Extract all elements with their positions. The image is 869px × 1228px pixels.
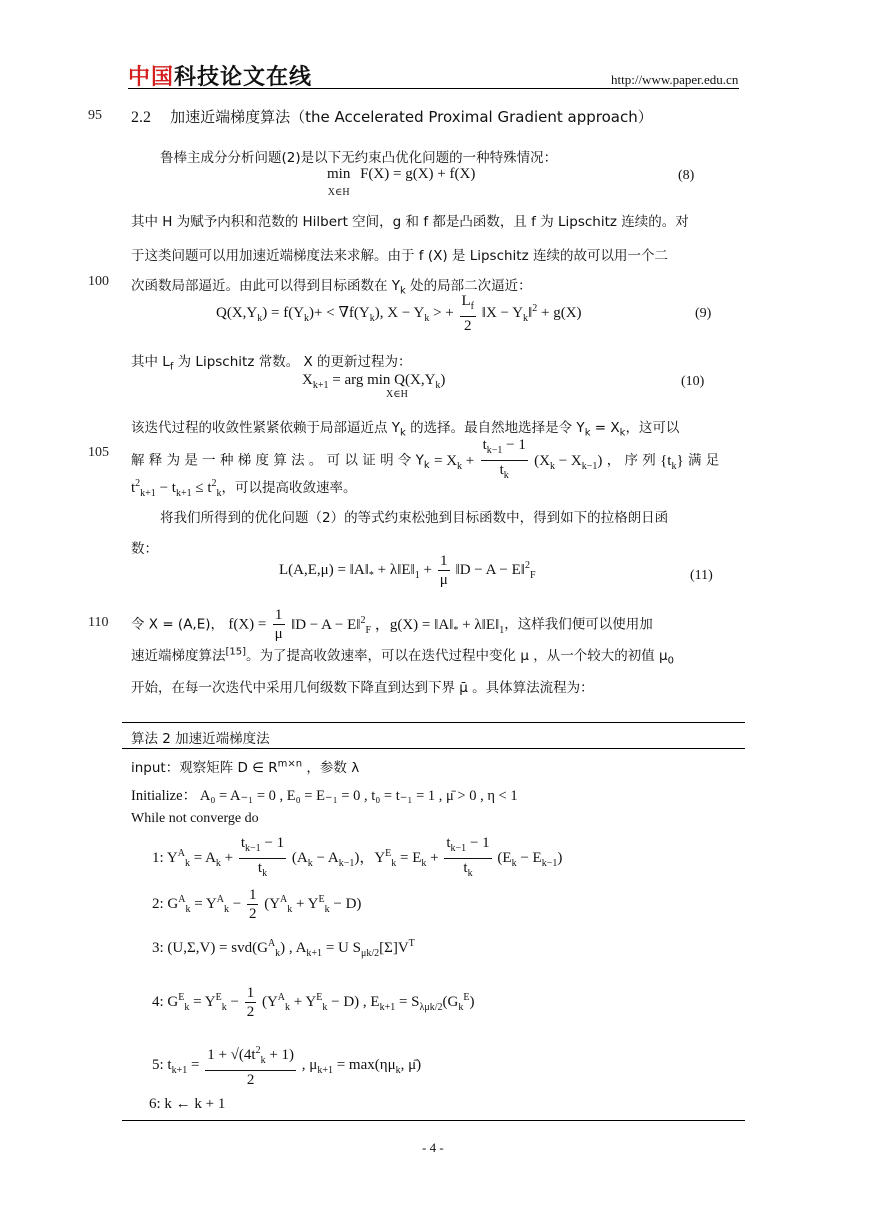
algorithm-step-2: 2: $G^A_k = Y^A_k$ − $\frac{1}{2}$ $(Y^A_k + Y^E_k - D)$ [152, 887, 362, 922]
algorithm-step-6: 6: k ← k + 1 [149, 1096, 226, 1112]
paragraph-2a: 其中 H 为赋予内积和范数的 Hilbert 空间，g 和 f 都是凸函数，且 f 为 Lipschitz 连续的。对 [131, 214, 689, 230]
eq9-frac-num-sub: f [470, 301, 475, 312]
step3-label: 3: [152, 940, 164, 956]
eq11-frac-num: 1 [438, 552, 450, 571]
eq8-label: (8) [678, 168, 695, 183]
eq11-left: L(A,E,μ) = ‖A‖ [279, 561, 369, 578]
p4b-fraction: $\frac{t_{k-1} - 1}{t_k}$ [482, 437, 526, 481]
logo-red-text: 中国 [128, 65, 175, 90]
algo-input-end: ，参数 λ [302, 760, 360, 776]
algorithm-input [131, 756, 359, 776]
step5-label: 5: [152, 1056, 164, 1073]
eq10-mid: = arg min Q(X,Y [328, 372, 436, 388]
eq11-tail: ‖D − A − E‖ [455, 561, 526, 578]
p6a-start: 令 X = (A,E)， [131, 616, 225, 633]
p4c-text: ，可以提高收敛速率。 [221, 480, 357, 496]
equation-8 [327, 166, 475, 200]
paragraph-intro: 鲁棒主成分分析问题(2)是以下无约束凸优化问题的一种特殊情况： [160, 150, 558, 166]
algorithm-title-rule [122, 748, 745, 749]
algorithm-step-5: 5: $t_{k+1}$ = $\frac{1 + √(4t^2_k + 1)}{2}$ , $\mu_{k+1} = \max(\eta\mu_k$, μ̄) [152, 1042, 421, 1089]
eq11-fraction [438, 552, 450, 589]
line-number-100: 100 [88, 274, 109, 289]
eq8-under: X∈H [327, 187, 350, 198]
algo-input-text: input：观察矩阵 D ∈ R [131, 760, 278, 776]
p4b-end2: 满 足 [687, 452, 720, 469]
algorithm-step-4: 4: $G^E_k = Y^E_k$ − $\frac{1}{2}$ $(Y^A_k + Y^E_k - D)$ , $E_{k+1} = S_{\lambda\mu k/2}(G_k^E)$ [152, 985, 475, 1020]
p6b-sub: 0 [667, 655, 674, 667]
eq8-min: min [327, 166, 351, 182]
eq9-tail3: + g(X) [537, 304, 582, 321]
eq10-left-sub: k+1 [312, 380, 329, 391]
step4-label: 4: [152, 993, 164, 1010]
eq9-frac-num: L [461, 293, 471, 309]
header-url[interactable]: http://www.paper.edu.cn [611, 72, 739, 87]
p4a-end: 的选择。最自然地选择是令 Y [405, 420, 585, 436]
line-number-110: 110 [88, 615, 109, 630]
p3-text: 其中 L [131, 354, 170, 370]
step2-label: 2: [152, 895, 164, 912]
p4a-text: 该迭代过程的收敛性紧紧依赖于局部逼近点 Y [131, 420, 401, 436]
eq9-tail: ‖X − Y [481, 304, 524, 321]
algorithm-init: Initialize： A₀ = A₋₁ = 0 , E₀ = E₋₁ = 0 , t₀ = t₋₁ = 1 , μ̄ > 0 , η < 1 [131, 788, 518, 804]
eq8-body: F(X) = g(X) + f(X) [360, 166, 476, 182]
eq9-mid: ) = f(Y [262, 304, 305, 321]
algorithm-step-3: 3: $(U,\Sigma,V) = svd(G^A_k)$ , $A_{k+1} = U$ $S_{\mu k/2}[\Sigma]V^T$ [152, 938, 415, 959]
p3-end: 为 Lipschitz 常数。 X 的更新过程为： [173, 354, 412, 370]
citation-15[interactable]: [15] [225, 646, 247, 658]
eq9-tail2: ‖ [528, 304, 533, 321]
paragraph-5b: 数： [131, 541, 158, 557]
p4a-end2: = X [590, 420, 620, 436]
eq10-under: X∈H [386, 389, 408, 400]
eq9-label: (9) [695, 306, 712, 321]
paragraph-4b: 解 释 为 是 一 种 梯 度 算 法 。 可 以 证 明 令 $Y_k = X_k$ + $\frac{t_{k-1} - 1}{t_k}$ $(X_k - X_{k-1})$ ， 序 列 $\{t_k\}$ 满 足 [131, 436, 719, 485]
section-title: 加速近端梯度算法（the Accelerated Proximal Gradient approach） [170, 108, 653, 126]
eq9-mid4: > + [429, 304, 454, 321]
algorithm-title: 算法 2 加速近端梯度法 [131, 731, 270, 747]
eq11-label: (11) [690, 568, 713, 583]
p4a-sub: k [400, 427, 406, 439]
p6b-end: 。为了提高收敛速率，可以在迭代过程中变化 μ ，从一个较大的初值 μ [246, 648, 668, 664]
p4b-start: 解 释 为 是 一 种 梯 度 算 法 。 可 以 证 明 令 Y [131, 452, 424, 469]
p4a-end3: ，这可以 [625, 420, 680, 436]
eq9-frac-den: 2 [464, 318, 472, 334]
step1-label: 1: [152, 849, 164, 866]
eq10-left: X [302, 372, 313, 388]
algorithm-top-rule [122, 722, 745, 723]
header-rule [128, 88, 739, 89]
paragraph-6a: 令 X = (A,E)， f(X) = $\frac{1}{\mu}$ ‖D − A − E‖$^2_F$ ，$g(X) = ‖A‖_*$ + $\lambda‖E‖_1$，这样我们便可以使用加 [131, 607, 653, 642]
journal-logo [128, 60, 312, 91]
p2c-text: 次函数局部逼近。由此可以得到目标函数在 Y [131, 278, 401, 294]
section-number: 2.2 [131, 109, 151, 126]
p6b-text: 速近端梯度算法 [131, 648, 226, 664]
p6a-fraction: $\frac{1}{\mu}$ [274, 607, 283, 642]
eq11-mid2: + [419, 561, 432, 578]
eq11-frac-den: μ [439, 572, 448, 588]
step3-text: (U,Σ,V) = svd(G [167, 940, 268, 956]
paragraph-5a: 将我们所得到的优化问题（2）的等式约束松弛到目标函数中，得到如下的拉格朗日函 [160, 510, 669, 526]
paragraph-4c: $t^2_{k+1} - t_{k+1} \le t^2_k$，可以提高收敛速率。 [131, 478, 357, 499]
algorithm-while: While not converge do [131, 811, 259, 826]
line-number-95: 95 [88, 108, 102, 123]
paragraph-2b: 于这类问题可以用加速近端梯度法来求解。由于 f (X) 是 Lipschitz 连续的故可以用一个二 [131, 248, 668, 264]
algorithm-step-1: 1: $Y^A_k = A_k$ + $\frac{t_{k-1} - 1}{t_k}$ $(A_k - A_{k-1})$，$Y^E_k = E_k$ + $\frac{t_{k-1} - 1}{t_k}$ $(E_k - E_{k-1})$ [152, 835, 563, 879]
equation-10: $X_{k+1}$ = arg $\min Q(X,Y_k)$ X∈H [302, 372, 446, 400]
p3-sub: f [169, 361, 174, 373]
paragraph-4a: 该迭代过程的收敛性紧紧依赖于局部逼近点 $Y_k$ 的选择。最自然地选择是令 $Y_k = X_k$，这可以 [131, 420, 680, 439]
algo-input-sup: m×n [277, 758, 303, 770]
eq11-mid: + λ‖E‖ [373, 561, 415, 578]
paragraph-6c: 开始，在每一次迭代中采用几何级数下降直到达到下界 μ̄ 。具体算法流程为： [131, 680, 594, 696]
equation-11: $L(A,E,\mu) = ‖A‖_*$ + $\lambda‖E‖_1$ + $\frac{1}{\mu}$ ‖D − A − E‖$^2_F$ [279, 553, 536, 588]
eq9-mid3: ), X − Y [374, 304, 425, 321]
p2c-end: 处的局部二次逼近： [405, 278, 532, 294]
logo-black-text: 科技论文在线 [174, 65, 313, 90]
p4b-end: ， 序 列 [606, 452, 656, 469]
section-heading [131, 106, 653, 127]
eq10-end: ) [440, 372, 446, 388]
page-number: - 4 - [422, 1140, 444, 1155]
p6a-end: ，这样我们便可以使用加 [504, 616, 653, 633]
eq10-label: (10) [681, 374, 705, 389]
line-number-105: 105 [88, 445, 109, 460]
paragraph-6b [131, 644, 674, 667]
algorithm-bottom-rule [122, 1120, 745, 1121]
eq9-mid2: )+ < ∇f(Y [309, 304, 370, 321]
equation-9: $Q(X,Y_k) = f(Y_k)+ < \nabla f(Y_k)$, $X - Y_k$ > + $\frac{L_f}{2}$ ‖X − $Y_k‖^2 + g(X)$ [216, 293, 582, 334]
eq9-fraction [460, 292, 477, 335]
p2c-sub: k [400, 285, 406, 297]
eq9-left: Q(X,Y [216, 304, 258, 321]
paragraph-3 [131, 350, 412, 373]
